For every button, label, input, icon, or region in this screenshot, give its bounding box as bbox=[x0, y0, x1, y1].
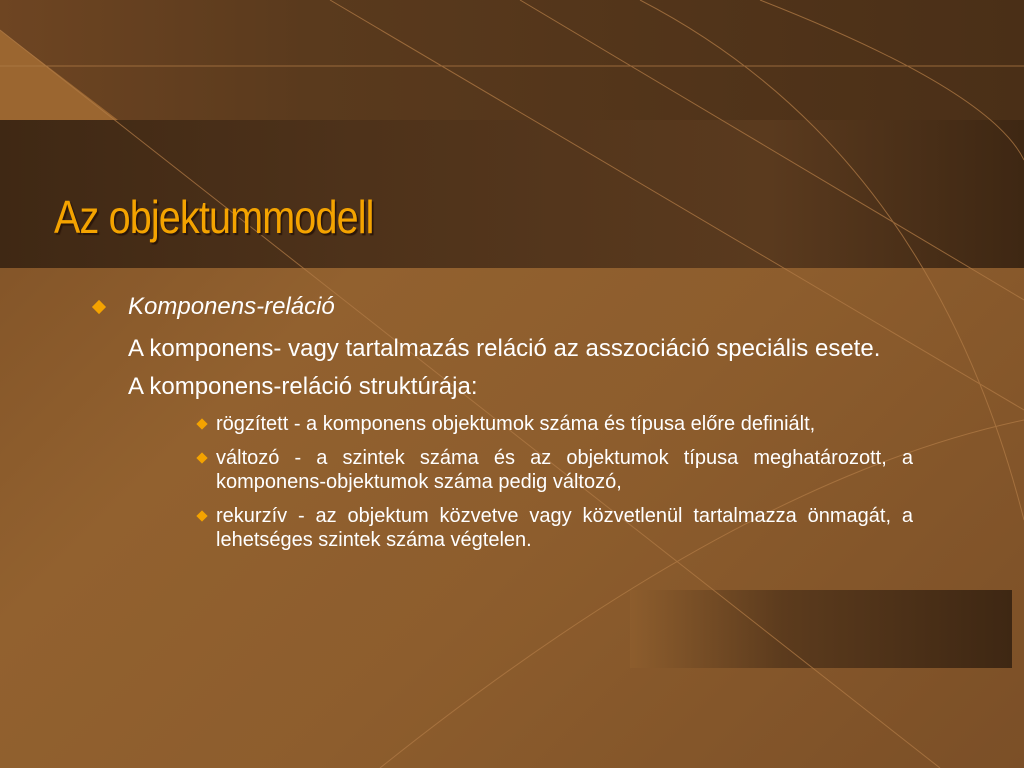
diamond-bullet-icon bbox=[92, 300, 106, 314]
top-band bbox=[0, 0, 1024, 120]
corner-box bbox=[630, 590, 1012, 668]
diamond-bullet-icon bbox=[196, 452, 207, 463]
slide-title: Az objektummodell bbox=[54, 191, 374, 243]
sub-bullet-item bbox=[90, 446, 913, 494]
sub-bullet-item bbox=[90, 504, 913, 552]
diamond-bullet-icon bbox=[196, 418, 207, 429]
sub-bullet-text: rögzített - a komponens objektumok száma és típusa előre definiált, bbox=[216, 413, 816, 435]
sub-bullet-item bbox=[90, 412, 913, 436]
body-paragraph: A komponens-reláció struktúrája: bbox=[128, 373, 478, 400]
bullet-item bbox=[90, 292, 913, 322]
sub-bullet-text: rekurzív - az objektum közvetve vagy közvetlenül tartalmazza önmagát, a lehetséges szintek száma végtelen. bbox=[216, 505, 913, 551]
body-paragraph: A komponens- vagy tartalmazás reláció az asszociáció speciális esete. bbox=[128, 335, 881, 362]
diamond-bullet-icon bbox=[196, 510, 207, 521]
slide-body bbox=[90, 292, 913, 562]
sub-bullet-list bbox=[90, 412, 913, 552]
bullet-label: Komponens-reláció bbox=[128, 293, 335, 320]
sub-bullet-text: változó - a szintek száma és az objektumok típusa meghatározott, a komponens-objektumok száma pedig változó, bbox=[216, 447, 913, 493]
